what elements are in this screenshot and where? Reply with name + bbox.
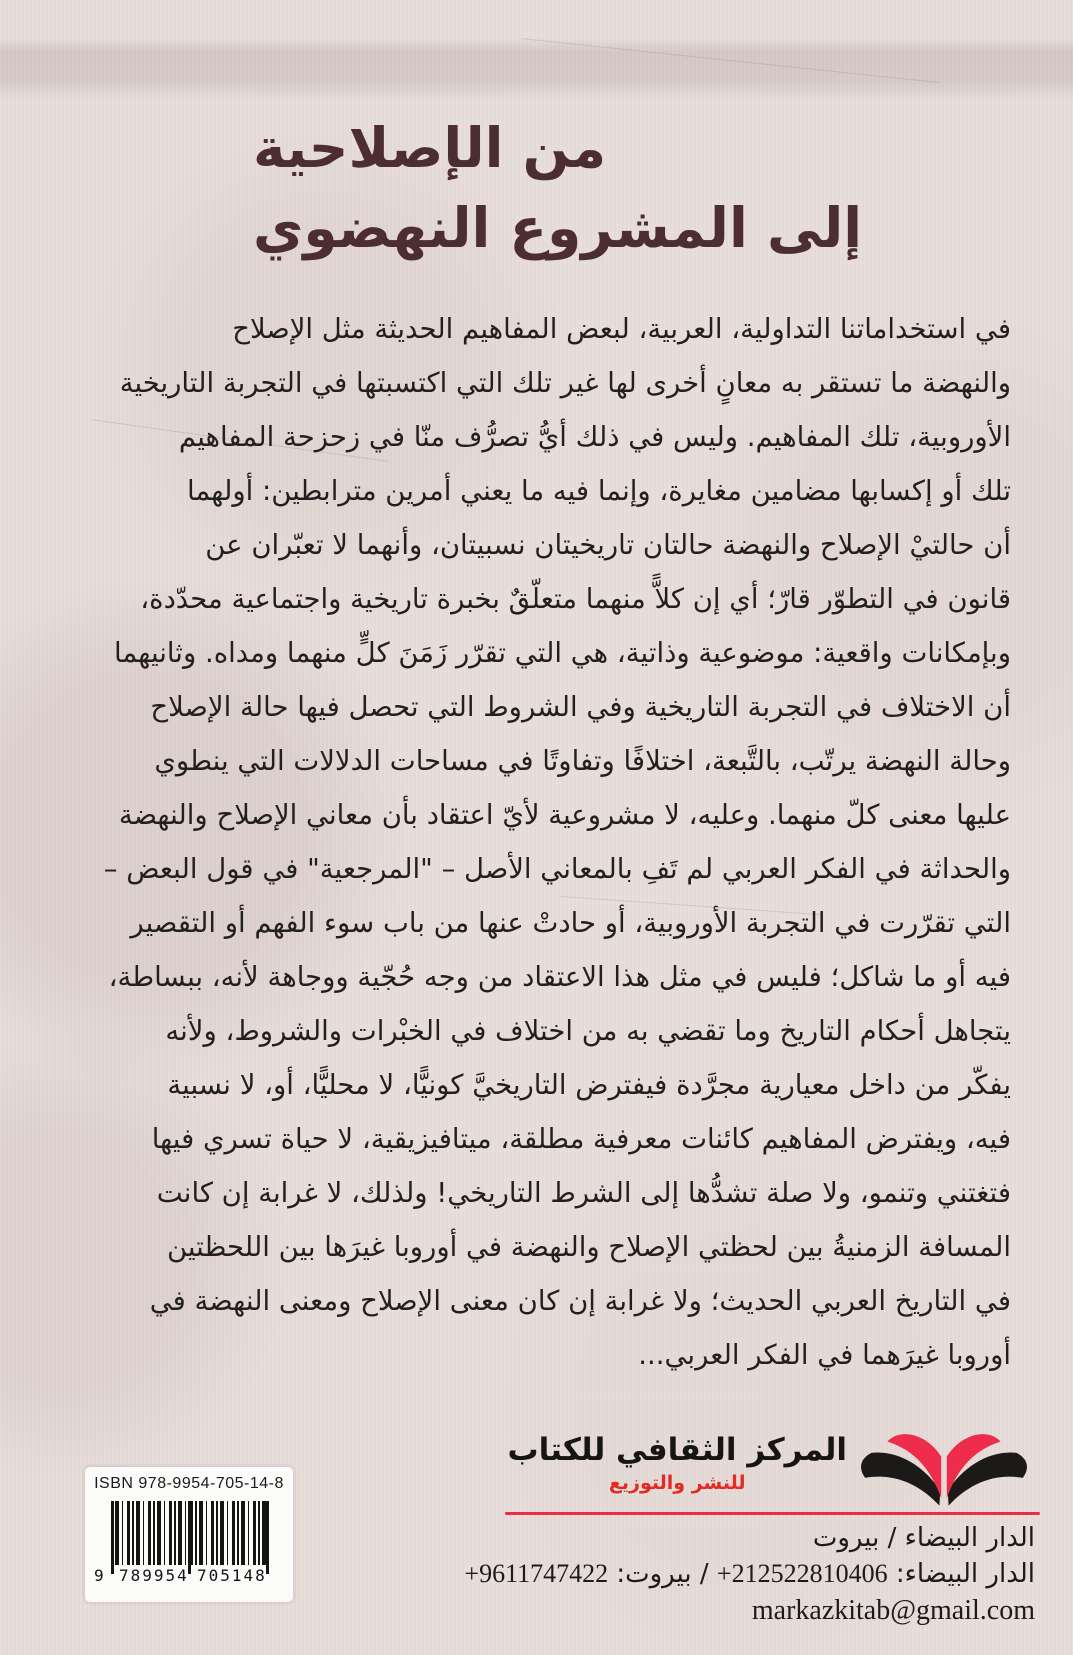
publisher-name: المركز الثقافي للكتاب <box>507 1432 847 1468</box>
barcode-guard-bar <box>111 1501 114 1574</box>
barcode-digits-left: 789954 <box>119 1566 189 1585</box>
synopsis-line: فيه أو ما شاكل؛ فليس في مثل هذا الاعتقاد من وجه حُجّية ووجاهة لأنه، ببساطة، <box>108 961 1011 993</box>
synopsis-line: الأوروبية، تلك المفاهيم. وليس في ذلك أيُّ تصرُّف منّا في زحزحة المفاهيم <box>178 421 1011 453</box>
isbn-barcode-box <box>85 1467 293 1602</box>
red-divider-line <box>505 1512 1040 1515</box>
publisher-cities: الدار البيضاء / بيروت <box>812 1523 1035 1553</box>
isbn-label: ISBN 978-9954-705-14-8 <box>94 1475 284 1492</box>
synopsis-line: المسافة الزمنيةُ بين لحظتي الإصلاح والنهضة في أوروبا غيرَها بين اللحظتين <box>166 1231 1011 1263</box>
phone-number-casablanca: +212522810406 <box>716 1559 888 1588</box>
synopsis-line: وبإمكانات واقعية: موضوعية وذاتية، هي التي تقرّر زَمَنَ كلٍّ منهما ومداه. وثانيهما <box>114 637 1011 669</box>
phone-separator: / <box>699 1559 709 1589</box>
synopsis-line: في التاريخ العربي الحديث؛ ولا غرابة إن كان معنى الإصلاح ومعنى النهضة في <box>149 1285 1011 1317</box>
book-title <box>253 108 1013 268</box>
paper-crease <box>521 38 939 83</box>
synopsis-line: والحداثة في الفكر العربي لم تَفِ بالمعاني الأصل – "المرجعية" في قول البعض – <box>103 853 1011 885</box>
publisher-subtitle: للنشر والتوزيع <box>608 1472 746 1494</box>
barcode-digits-right: 705148 <box>197 1566 267 1585</box>
synopsis-line: وحالة النهضة يرتّب، بالتَّبعة، اختلافًا وتفاوتًا في مساحات الدلالات التي ينطوي <box>154 745 1011 777</box>
publisher-email: markazkitab@gmail.com <box>751 1595 1035 1626</box>
publisher-block <box>471 1412 1037 1514</box>
barcode-guard-bar <box>188 1501 191 1574</box>
phone-number-beirut: +9611747422 <box>464 1559 609 1588</box>
synopsis-line: يتجاهل أحكام التاريخ وما تقضي به من اختلاف في الخبْرات والشروط، ولأنه <box>165 1015 1011 1047</box>
city2-label: بيروت: <box>616 1559 692 1589</box>
synopsis-line: يفكّر من داخل معيارية مجرَّدة فيفترض التاريخيَّ كونيًّا، لا محليًّا، أو، لا نسبية <box>167 1069 1011 1101</box>
barcode-guard-bar <box>266 1501 269 1574</box>
title-line-1: من الإصلاحية <box>253 116 607 180</box>
synopsis-line: أن حالتيْ الإصلاح والنهضة حالتان تاريخيتان نسبيتان، وأنهما لا تعبّران عن <box>205 529 1011 561</box>
publisher-phones <box>415 1556 1035 1592</box>
title-line-2: إلى المشروع النهضوي <box>253 196 863 260</box>
synopsis-line: أوروبا غيرَهما في الفكر العربي... <box>638 1339 1011 1371</box>
synopsis-line: أن الاختلاف في التجربة التاريخية وفي الشروط التي تحصل فيها حالة الإصلاح <box>150 691 1011 723</box>
city1-label: الدار البيضاء: <box>895 1559 1035 1589</box>
barcode-digits <box>85 1566 293 1586</box>
synopsis-line: والنهضة ما تستقر به معانٍ أخرى لها غير تلك التي اكتسبتها في التجربة التاريخية <box>119 367 1011 399</box>
synopsis-line: قانون في التطوّر قارّ؛ أي إن كلاًّ منهما متعلّقٌ بخبرة تاريخية واجتماعية محدّدة، <box>140 583 1011 615</box>
synopsis-line: عليها معنى كلّ منهما. وعليه، لا مشروعية لأيّ اعتقاد بأن معاني الإصلاح والنهضة <box>118 799 1011 831</box>
open-book-icon <box>851 1412 1037 1514</box>
barcode-digit-lead: 9 <box>94 1566 104 1585</box>
synopsis-line: فيه، ويفترض المفاهيم كائنات معرفية مطلقة، ميتافيزيقية، لا حياة تسري فيها <box>151 1123 1011 1155</box>
publisher-names <box>471 1432 847 1494</box>
synopsis-line: التي تقرّرت في التجربة الأوروبية، أو حادتْ عنها من باب سوء الفهم أو التقصير <box>130 907 1011 939</box>
synopsis-line: في استخداماتنا التداولية، العربية، لبعض المفاهيم الحديثة مثل الإصلاح <box>232 313 1011 345</box>
synopsis-line: فتغتني وتنمو، ولا صلة تشدُّها إلى الشرط التاريخي! ولذلك، لا غرابة إن كانت <box>156 1177 1011 1209</box>
contact-block <box>415 1520 1035 1630</box>
synopsis-line: تلك أو إكسابها مضامين مغايرة، وإنما فيه ما يعني أمرين مترابطين: أولهما <box>187 475 1011 507</box>
synopsis-paragraph <box>103 302 1011 1382</box>
